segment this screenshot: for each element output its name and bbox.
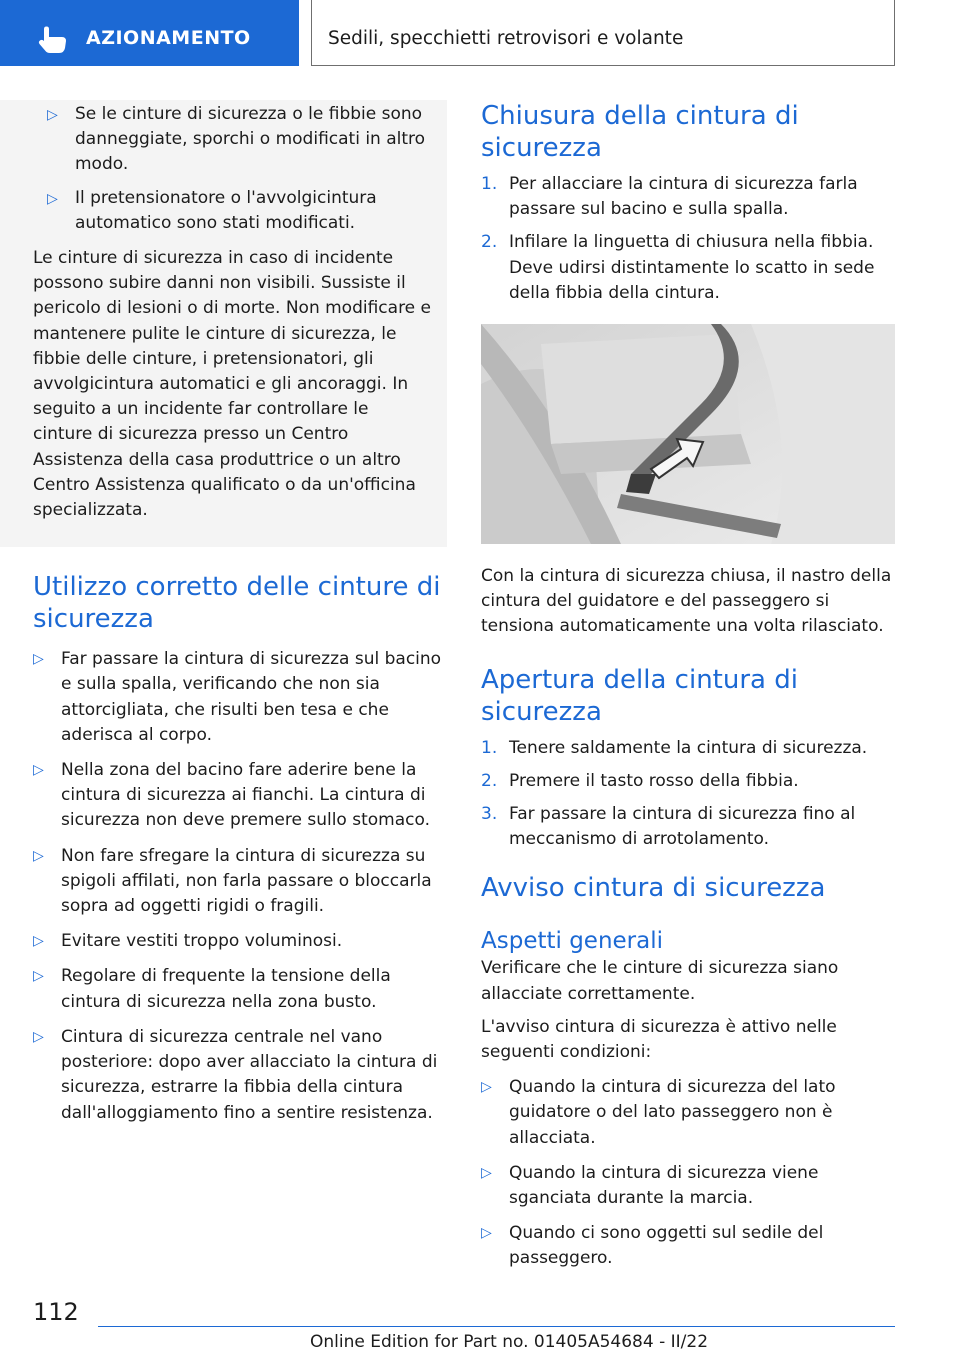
section-title: AZIONAMENTO [86,27,251,49]
triangle-bullet-icon: ▷ [481,1225,492,1242]
list-item: ▷ Regolare di frequente la tensione della cintura di sicurezza nella zona busto. [33,966,391,1012]
list-item: ▷ Quando la cintura di sicurezza viene sganciata durante la marcia. [481,1162,819,1209]
list-item: ▷ Cintura di sicurezza centrale nel vano posteriore: dopo aver allacciato la cintura di sicurezza, estrarre la fibbia della cintura dall'alloggiamento fino a sentire resistenza. [33,1026,438,1123]
list-item: ▷ Quando ci sono oggetti sul sedile del passeggero. [481,1223,824,1269]
section-tab[interactable] [0,0,299,66]
footer-divider [98,1326,895,1327]
warning-box [0,100,447,547]
chapter-header [311,0,895,66]
warning-text: Le cinture di sicurezza in caso di incidente possono subire danni non visibili. Sussiste il pericolo di lesioni o di morte. Non modificare e mantenere pulite le cinture di sicurezza, le fibbie delle cinture, i pretensionatori, gli avvolgicintura automatici e gli ancoraggi. In seguito a un incidente far controllare le cinture di sicurezza presso un Centro Assistenza della casa produttrice o un altro Centro Assistenza qualificato o da un'officina specializzata. [33,248,432,521]
general-text: L'avviso cintura di sicurezza è attivo nelle seguenti condizioni: [481,1016,837,1063]
subsection-heading-general: Aspetti generali [481,928,664,955]
triangle-bullet-icon: ▷ [33,1028,44,1045]
warning-bullet: ▷ Il pretensionatore o l'avvolgicintura automatico sono stati modificati. [47,187,377,233]
page-number: 112 [33,1298,79,1326]
seatbelt-buckle-illustration [481,324,895,544]
triangle-bullet-icon: ▷ [33,847,44,864]
list-item: 2. Premere il tasto rosso della fibbia. [481,770,799,791]
triangle-bullet-icon: ▷ [481,1164,492,1181]
list-item: ▷ Nella zona del bacino fare aderire bene la cintura di sicurezza ai fianchi. La cintura di sicurezza non deve premere sullo stomaco. [33,760,430,831]
section-heading-opening: Apertura della cintura di sicurezza [481,664,798,727]
list-item: 1. Per allacciare la cintura di sicurezza farla passare sul bacino e sulla spalla. [481,174,858,220]
hand-pointer-icon [38,26,68,54]
triangle-bullet-icon: ▷ [33,762,44,779]
list-item: 3. Far passare la cintura di sicurezza fino al meccanismo di arrotolamento. [481,804,856,850]
right-column [481,100,895,1282]
closing-steps [481,172,895,306]
list-item: ▷ Quando la cintura di sicurezza del lato guidatore o del lato passeggero non è allacciata. [481,1077,836,1148]
list-item: ▷ Non fare sfregare la cintura di sicurezza su spigoli affilati, non farla passare o bloccarla sopra ad oggetti rigidi o fragili. [33,845,432,917]
list-item: 2. Infilare la linguetta di chiusura nella fibbia. Deve udirsi distintamente lo scatto in sede della fibbia della cintura. [481,232,875,303]
warning-bullet: ▷ Se le cinture di sicurezza o le fibbie sono danneggiate, sporchi o modificati in altro modo. [47,104,426,175]
list-item: ▷ Evitare vestiti troppo voluminosi. [33,929,447,954]
triangle-bullet-icon: ▷ [47,107,58,123]
section-heading-reminder: Avviso cintura di sicurezza [481,873,826,904]
conditions-bullet-list [481,1075,895,1271]
section-heading-closing: Chiusura della cintura di sicurezza [481,101,799,163]
chapter-title: Sedili, specchietti retrovisori e volante [328,28,684,49]
usage-bullet-list [33,647,447,1125]
general-text: Verificare che le cinture di sicurezza siano allacciate correttamente. [481,958,839,1004]
section-heading-usage: Utilizzo corretto delle cinture di sicurezza [33,572,441,635]
triangle-bullet-icon: ▷ [481,1079,492,1096]
triangle-bullet-icon: ▷ [47,190,58,207]
closing-note: Con la cintura di sicurezza chiusa, il nastro della cintura del guidatore e del passeggero si tensiona automaticamente una volta rilasciato. [481,566,892,637]
triangle-bullet-icon: ▷ [33,651,44,668]
opening-steps [481,736,895,853]
left-column [33,100,447,1136]
edition-link[interactable]: Online Edition for Part no. 01405A54684 - II/22 [310,1332,709,1352]
list-item: 1. Tenere saldamente la cintura di sicurezza. [481,737,868,758]
list-item: ▷ Far passare la cintura di sicurezza sul bacino e sulla spalla, verificando che non sia attorcigliata, che risulti ben tesa e che aderisca al corpo. [33,649,442,745]
triangle-bullet-icon: ▷ [33,968,44,985]
triangle-bullet-icon: ▷ [33,933,44,950]
